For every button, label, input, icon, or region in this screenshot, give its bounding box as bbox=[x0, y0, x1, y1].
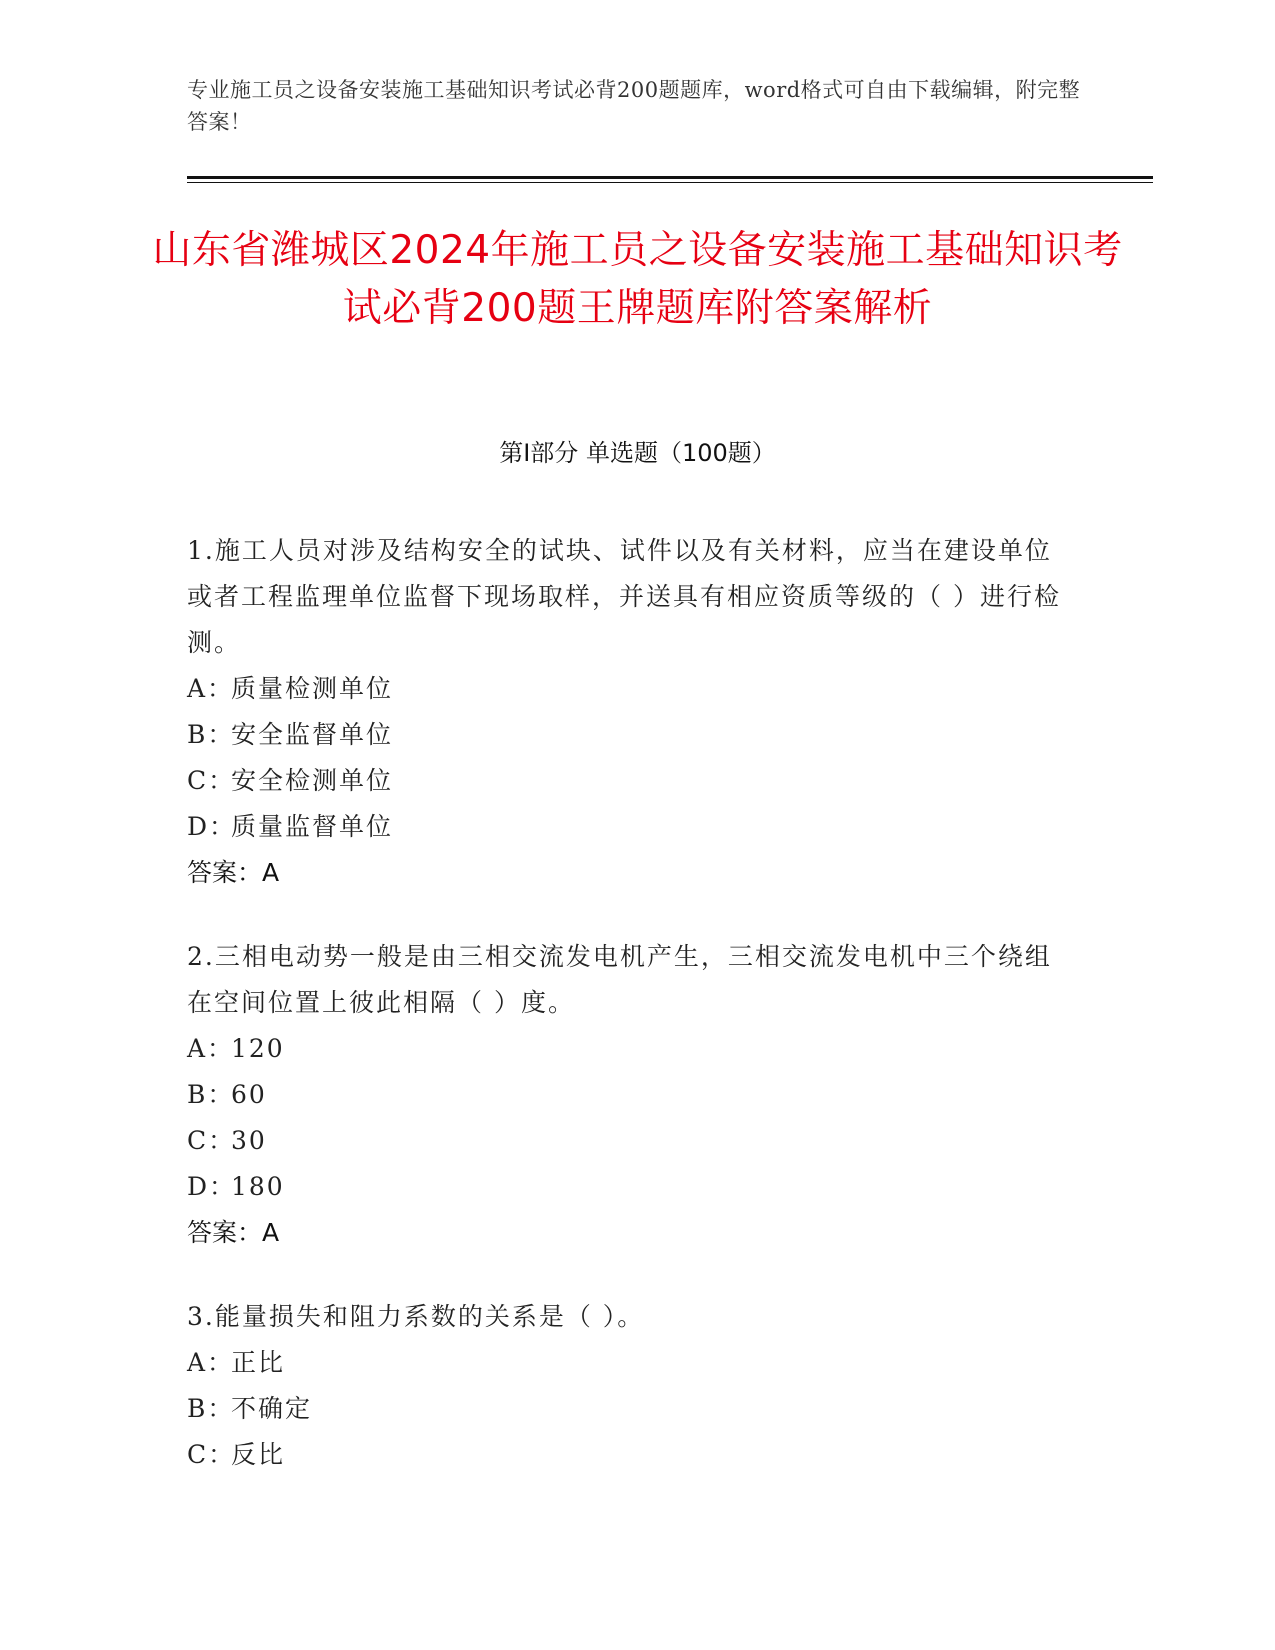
option-c bbox=[187, 1118, 1067, 1164]
option-key: C： bbox=[187, 766, 236, 795]
header-note: 专业施工员之设备安装施工基础知识考试必背200题题库，word格式可自由下载编辑，附完整答案！ bbox=[187, 78, 1081, 134]
option-c bbox=[187, 758, 1067, 804]
header-rule-thin bbox=[187, 182, 1153, 183]
option-a bbox=[187, 1340, 1067, 1386]
option-key: D： bbox=[187, 812, 237, 841]
question-3 bbox=[187, 1294, 1067, 1478]
option-text: 正比 bbox=[231, 1348, 286, 1377]
option-a bbox=[187, 1026, 1067, 1072]
question-1 bbox=[187, 528, 1067, 896]
option-c bbox=[187, 1432, 1067, 1478]
option-text: 60 bbox=[231, 1080, 267, 1109]
answer-line: 答案：A bbox=[187, 858, 280, 887]
answer-line: 答案：A bbox=[187, 1218, 280, 1247]
option-text: 不确定 bbox=[231, 1394, 313, 1423]
option-a bbox=[187, 666, 1067, 712]
section-title: 第I部分 单选题（100题） bbox=[499, 439, 776, 467]
option-text: 180 bbox=[231, 1172, 285, 1201]
option-d bbox=[187, 1164, 1067, 1210]
option-text: 质量监督单位 bbox=[231, 812, 394, 841]
question-stem: 2.三相电动势一般是由三相交流发电机产生，三相交流发电机中三个绕组在空间位置上彼此相隔（ ）度。 bbox=[187, 942, 1052, 1017]
option-key: B： bbox=[187, 720, 235, 749]
option-key: C： bbox=[187, 1440, 236, 1469]
option-text: 安全监督单位 bbox=[231, 720, 394, 749]
option-text: 120 bbox=[231, 1034, 285, 1063]
option-text: 反比 bbox=[231, 1440, 286, 1469]
option-key: B： bbox=[187, 1394, 235, 1423]
header-rule-thick bbox=[187, 176, 1153, 179]
option-key: D： bbox=[187, 1172, 237, 1201]
document-title: 山东省潍城区2024年施工员之设备安装施工基础知识考试必背200题王牌题库附答案解析 bbox=[152, 228, 1123, 331]
question-stem: 1.施工人员对涉及结构安全的试块、试件以及有关材料，应当在建设单位或者工程监理单位监督下现场取样，并送具有相应资质等级的（ ）进行检测。 bbox=[187, 536, 1061, 657]
option-d bbox=[187, 804, 1067, 850]
option-key: A： bbox=[187, 674, 235, 703]
option-key: A： bbox=[187, 1348, 235, 1377]
question-2 bbox=[187, 934, 1067, 1256]
question-stem: 3.能量损失和阻力系数的关系是（ ）。 bbox=[187, 1302, 645, 1331]
option-b bbox=[187, 1386, 1067, 1432]
option-b bbox=[187, 712, 1067, 758]
option-key: B： bbox=[187, 1080, 235, 1109]
option-text: 30 bbox=[231, 1126, 267, 1155]
option-text: 安全检测单位 bbox=[231, 766, 394, 795]
option-b bbox=[187, 1072, 1067, 1118]
question-list bbox=[187, 528, 1067, 1516]
option-key: C： bbox=[187, 1126, 236, 1155]
option-text: 质量检测单位 bbox=[231, 674, 394, 703]
option-key: A： bbox=[187, 1034, 235, 1063]
